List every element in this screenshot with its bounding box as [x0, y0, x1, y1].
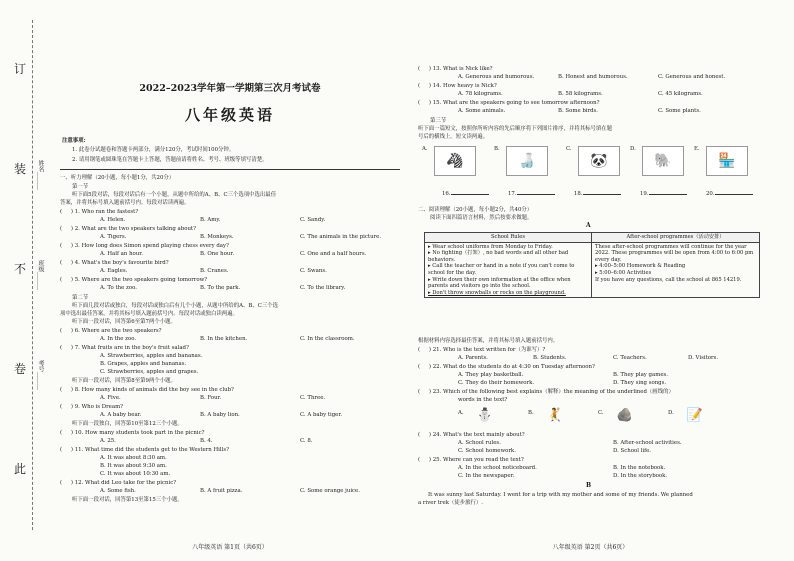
answer-blank[interactable]: 18.: [574, 191, 621, 198]
passage-b-text: It was sunny last Saturday. I went for a trip with my mother and some of my friends. We planned: [428, 492, 693, 498]
option: B. After-school activities.: [613, 440, 682, 446]
rules-table: [424, 232, 760, 298]
snowball-icon: ⛄: [476, 407, 494, 423]
option: B. Some birds.: [558, 108, 599, 114]
passage-b-label: B: [586, 482, 592, 489]
option: A. Generous and humorous.: [458, 74, 535, 80]
option: A. A baby bear.: [100, 412, 142, 418]
rules-table-wrapper: [424, 232, 760, 298]
option-label: C.: [598, 410, 604, 416]
option: C. 45 kilograms.: [658, 91, 703, 97]
section-2-subheading: 阅读下面四篇语言材料，然后按要求做题。: [430, 215, 533, 221]
option: A. They play basketball.: [458, 372, 524, 378]
option: C. School homework.: [458, 448, 516, 454]
option: B. 58 kilograms.: [558, 91, 603, 97]
option: C. Swans.: [300, 268, 327, 274]
passage-b-text: a river trek（徒步旅行）.: [418, 500, 484, 506]
binding-field-class[interactable]: 班级______: [37, 260, 44, 290]
rule-item: ▸ Write down their own information at the office when parents and visitors go into the school.: [428, 276, 571, 290]
option: A. Five.: [100, 395, 121, 401]
notes-header: 注意事项:: [62, 138, 86, 144]
question-3[interactable]: ( ) 3. How long does Simon spend playing chess every day?: [60, 243, 229, 249]
note-1: 1. 此卷分试题卷和答题卡两部分，满分120分，考试时间100分钟。: [72, 147, 235, 153]
binding-margin: [10, 20, 33, 530]
answer-blank[interactable]: 19.: [640, 191, 687, 198]
question-10[interactable]: ( ) 10. How many students took part in the picnic?: [60, 430, 205, 436]
binding-char: 订: [13, 62, 26, 76]
option: B. A fruit pizza.: [200, 488, 243, 494]
option: C. 8.: [300, 438, 313, 444]
part-3-label: 第三节: [430, 118, 447, 124]
option: C. It was about 10:30 am.: [100, 471, 171, 477]
option: B. In the kitchen.: [200, 336, 248, 342]
pic-label: B.: [494, 146, 500, 152]
option: B. It was about 9:30 am.: [100, 463, 167, 469]
option: C. In the newspaper.: [458, 473, 515, 479]
exam-page-1: [60, 8, 400, 553]
exam-page-2: [418, 8, 763, 553]
option: B. Honest and humorous.: [558, 74, 628, 80]
page-footer: 八年级英语 第1页（共6页）: [192, 544, 268, 551]
answer-blank[interactable]: 17.: [508, 191, 555, 198]
answer-blank[interactable]: 20.: [706, 191, 753, 198]
option: C. Teachers.: [613, 355, 647, 361]
option: D. Visitors.: [688, 355, 719, 361]
question-9[interactable]: ( ) 9. Who is Dream?: [60, 404, 124, 410]
pic-label: D.: [630, 146, 636, 152]
programme-item: ▸ 4:00–5:00 Homework & Reading: [595, 263, 686, 270]
part-1-instruction: 听下面5段对话，每段对话后有一个小题，从题中所给的A、B、C三个选项中选出最佳: [72, 192, 277, 198]
binding-char: 此: [13, 462, 26, 476]
part-3-instruction: 号后的横线上。短文读两遍。: [418, 134, 489, 140]
section-1-heading: 一、听力理解（20小题，每小题1分，共20分）: [60, 175, 175, 181]
option: C. A baby tiger.: [300, 412, 343, 418]
rule-item: ▸ Call the teacher or hand in a note if you can't come to school for the day.: [428, 263, 575, 276]
option: B. Four.: [200, 395, 222, 401]
part-1-instruction: 答案，并将其标号填入题前括号内。每段对话读两遍。: [60, 200, 190, 206]
option: A. 78 kilograms.: [458, 91, 503, 97]
question-7[interactable]: ( ) 7. What fruits are in the boy's fruit salad?: [60, 345, 189, 351]
option: B. One hour.: [200, 251, 235, 257]
part-2-instruction: 听下面几段对话或独白，每段对话或独白后有几个小题，从题中所给的A、B、C三个选: [72, 303, 279, 309]
programme-intro: These after-school programmes will continue for the year 2022. These programmes will be open from 4:00 to 6:00 pm every day.: [595, 243, 754, 263]
pic-label: C.: [566, 146, 572, 152]
question-2[interactable]: ( ) 2. What are the two speakers talking about?: [60, 226, 196, 232]
programmes-cell: [592, 242, 760, 298]
option: A. In the school noticeboard.: [458, 465, 537, 471]
instruction: 听下面一段对话，回答第13至第15三个小题。: [72, 497, 183, 503]
question-21[interactable]: ( ) 21. Who is the text written for（为谁写）?: [418, 347, 546, 353]
option: B. Students.: [533, 355, 567, 361]
option: A. Half an hour.: [100, 251, 143, 257]
option: A. In the zoo.: [100, 336, 137, 342]
option: C. Sandy.: [300, 217, 326, 223]
answer-blank[interactable]: 16.: [442, 191, 489, 198]
question-1[interactable]: ( ) 1. Who ran the fastest?: [60, 209, 139, 215]
option: B. In the notebook.: [613, 465, 666, 471]
option: A. Eagles.: [100, 268, 128, 274]
binding-char: 装: [13, 162, 26, 176]
programme-item: ▸ 5:00–6:00 Activities: [595, 269, 652, 276]
option: D. They sing songs.: [613, 380, 667, 386]
panda-icon: 🐼: [578, 146, 620, 176]
option: B. 4.: [200, 438, 213, 444]
part-2-label: 第二节: [72, 295, 89, 301]
question-11[interactable]: ( ) 11. What time did the students get to the Western Hills?: [60, 447, 229, 453]
programmes-header: After-school programmes（活动安排）: [592, 233, 760, 243]
programme-contact: If you have any questions, call the school at 865 14219.: [595, 276, 742, 283]
question-25[interactable]: ( ) 25. Where can you read the text?: [418, 457, 524, 463]
option: C. The animals in the picture.: [300, 234, 382, 240]
question-22[interactable]: ( ) 22. What do the students do at 4:30 on Tuesday afternoon?: [418, 364, 595, 370]
divider: [60, 169, 400, 170]
subject-title: 八年级英语: [184, 106, 275, 124]
question-12[interactable]: ( ) 12. What did Leo take for the picnic?: [60, 480, 177, 486]
rock-throw-icon: 🪨: [616, 407, 634, 423]
question-5[interactable]: ( ) 5. Where are the two speakers going tomorrow?: [60, 277, 208, 283]
part-1-label: 第一节: [72, 184, 89, 190]
option: A. Strawberries, apples and bananas.: [100, 353, 203, 359]
option: B. Grapes, apples and bananas.: [100, 361, 187, 367]
option: B. Monkeys.: [200, 234, 234, 240]
rules-header: School Rules: [425, 233, 592, 243]
option: C. They do their homework.: [458, 380, 535, 386]
question-24[interactable]: ( ) 24. What's the text mainly about?: [418, 432, 525, 438]
option: C. In the classroom.: [300, 336, 355, 342]
instruction: 听下面一段对话，回答第8至第9两个小题。: [72, 378, 176, 384]
part-2-instruction: 项中选出最佳答案，并将其标号填入题前括号内。每段对话或独白读两遍。: [60, 311, 238, 317]
option: C. Some plants.: [658, 108, 701, 114]
pic-label: E.: [694, 146, 700, 152]
question-4[interactable]: ( ) 4. What's the boy's favourite bird?: [60, 260, 169, 266]
rules-cell: [425, 242, 592, 298]
pic-label: A.: [422, 146, 428, 152]
question-14[interactable]: ( ) 14. How heavy is Nick?: [418, 83, 497, 89]
part-3-instruction: 听下面一篇短文，按照你所听内容的先后顺序将下列图片排序，并将其标号填在题: [418, 126, 613, 132]
writing-icon: 📝: [686, 407, 704, 423]
note-2: 2. 请用钢笔或圆珠笔在答题卡上答题，答题前请将姓名、考号、班级等填写清楚。: [72, 157, 268, 163]
instruction: 听下面一段独白，回答第10至第12三个小题。: [72, 421, 183, 427]
option: A. Some animals.: [458, 108, 506, 114]
question-8[interactable]: ( ) 8. How many kinds of animals did the boy see in the club?: [60, 387, 234, 393]
option: C. Some orange juice.: [300, 488, 360, 494]
option: A. It was about 8:30 am.: [100, 455, 167, 461]
question-6[interactable]: ( ) 6. Where are the two speakers?: [60, 328, 162, 334]
binding-field-name[interactable]: 姓名______: [37, 160, 44, 190]
section-2-heading: 二、阅读理解（20小题，每小题2分，共40分）: [418, 207, 533, 213]
elephant-icon: 🐘: [642, 146, 684, 176]
option: A. 25.: [100, 438, 116, 444]
option: A. Some fish.: [100, 488, 136, 494]
rule-item: ▸ Wear school uniforms from Monday to Friday.: [428, 243, 553, 250]
shop-icon: 🏪: [706, 146, 748, 176]
option: C. Strawberries, apples and grapes.: [100, 369, 199, 375]
binding-char: 不: [13, 262, 26, 276]
option: D. School life.: [613, 448, 652, 454]
exam-title: 2022–2023学年第一学期第三次月考试卷: [139, 83, 321, 94]
option: A. School rules.: [458, 440, 501, 446]
option: C. To the library.: [300, 285, 346, 291]
option: B. They play games.: [613, 372, 668, 378]
option: B. Cranes.: [200, 268, 229, 274]
question-23[interactable]: ( ) 23. Which of the following best explains（解释）the meaning of the underlined（画线的）: [418, 389, 674, 395]
question-13[interactable]: ( ) 13. What is Nick like?: [418, 66, 493, 72]
option-label: D.: [668, 410, 674, 416]
option: B. A baby lion.: [200, 412, 240, 418]
passage-a-label: A: [586, 222, 591, 229]
option: C. Three.: [300, 395, 326, 401]
option: C. Generous and honest.: [658, 74, 726, 80]
option: D. In the storybook.: [613, 473, 668, 479]
option: A. Helen.: [100, 217, 126, 223]
question-15[interactable]: ( ) 15. What are the speakers going to see tomorrow afternoon?: [418, 100, 600, 106]
zebra-icon: 🦓: [434, 146, 476, 176]
option: A. To the zoo.: [100, 285, 137, 291]
option: C. One and a half hours.: [300, 251, 367, 257]
option: B. To the park.: [200, 285, 241, 291]
option: B. Amy.: [200, 217, 221, 223]
binding-field-number[interactable]: 考号______: [37, 360, 44, 390]
rule-item: ▸ Don't throw snowballs or rocks on the playground.: [428, 289, 566, 296]
reading-instruction: 根据材料内容选择最佳答案，并将其标号填入题前括号内。: [418, 338, 559, 344]
kids-playing-icon: 🤾: [546, 407, 564, 423]
question-23-cont: words in the text?: [458, 397, 508, 403]
option: A. Tigers.: [100, 234, 127, 240]
option-label: B.: [528, 410, 534, 416]
rule-item: ▸ No fighting（打架）, no bad words and all other bad behaviors.: [428, 250, 569, 263]
option: A. Parents.: [458, 355, 488, 361]
option-label: A.: [458, 410, 464, 416]
page-footer: 八年级英语 第2页（共6页）: [552, 544, 629, 551]
bottle-icon: 🍶: [506, 146, 548, 176]
binding-char: 卷: [13, 362, 26, 376]
part-2-instruction: 听下面一段对话，回答第6至第7两个小题。: [72, 319, 176, 325]
